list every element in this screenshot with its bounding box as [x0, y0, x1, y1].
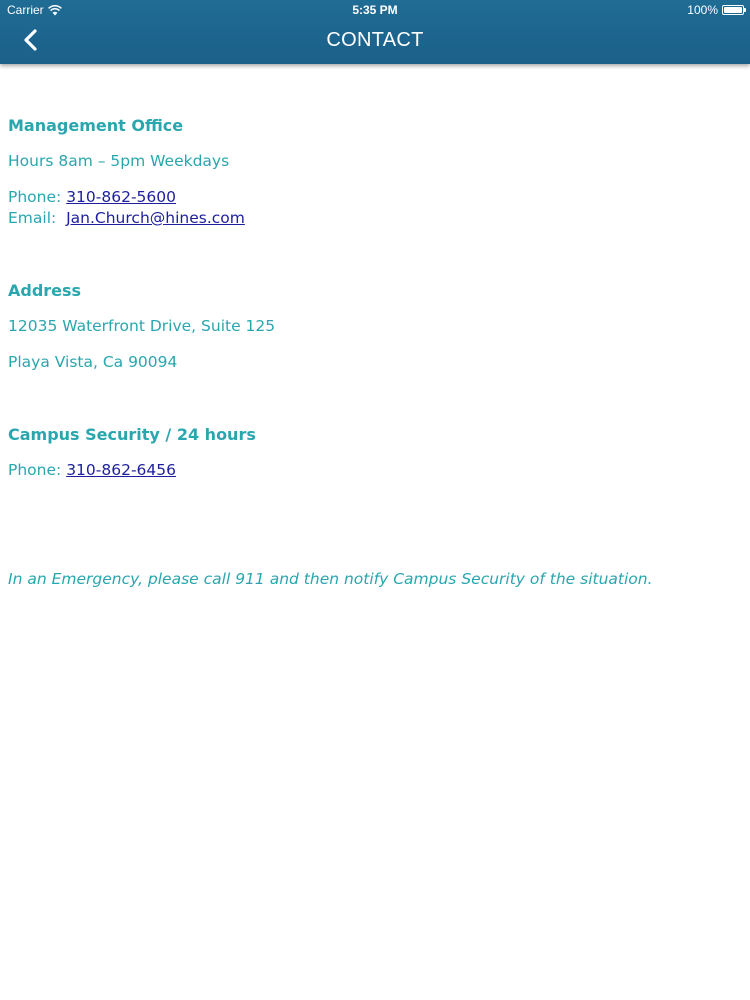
address-line-2: Playa Vista, Ca 90094	[8, 353, 178, 371]
management-phone-row	[8, 188, 176, 206]
phone-label: Phone:	[8, 188, 62, 206]
email-label: Email:	[8, 209, 57, 227]
battery-percent: 100%	[687, 3, 718, 17]
management-email-row	[8, 209, 245, 227]
security-phone-row	[8, 461, 176, 479]
page-title: CONTACT	[326, 29, 424, 51]
management-phone-link[interactable]: 310-862-5600	[66, 188, 176, 206]
battery-icon	[722, 5, 744, 15]
status-bar	[0, 0, 750, 20]
address-line-1: 12035 Waterfront Drive, Suite 125	[8, 317, 276, 335]
security-heading: Campus Security / 24 hours	[8, 425, 256, 444]
battery-indicator	[687, 3, 744, 17]
status-time: 5:35 PM	[352, 3, 398, 17]
emergency-note: In an Emergency, please call 911 and then notify Campus Security of the situation.	[8, 570, 653, 588]
phone-label: Phone:	[8, 461, 62, 479]
address-heading: Address	[8, 281, 82, 300]
office-hours: Hours 8am – 5pm Weekdays	[8, 152, 230, 170]
management-heading: Management Office	[8, 116, 184, 135]
security-phone-link[interactable]: 310-862-6456	[66, 461, 176, 479]
nav-bar	[0, 0, 750, 64]
carrier-label: Carrier	[7, 3, 44, 17]
management-email-link[interactable]: Jan.Church@hines.com	[66, 209, 245, 227]
